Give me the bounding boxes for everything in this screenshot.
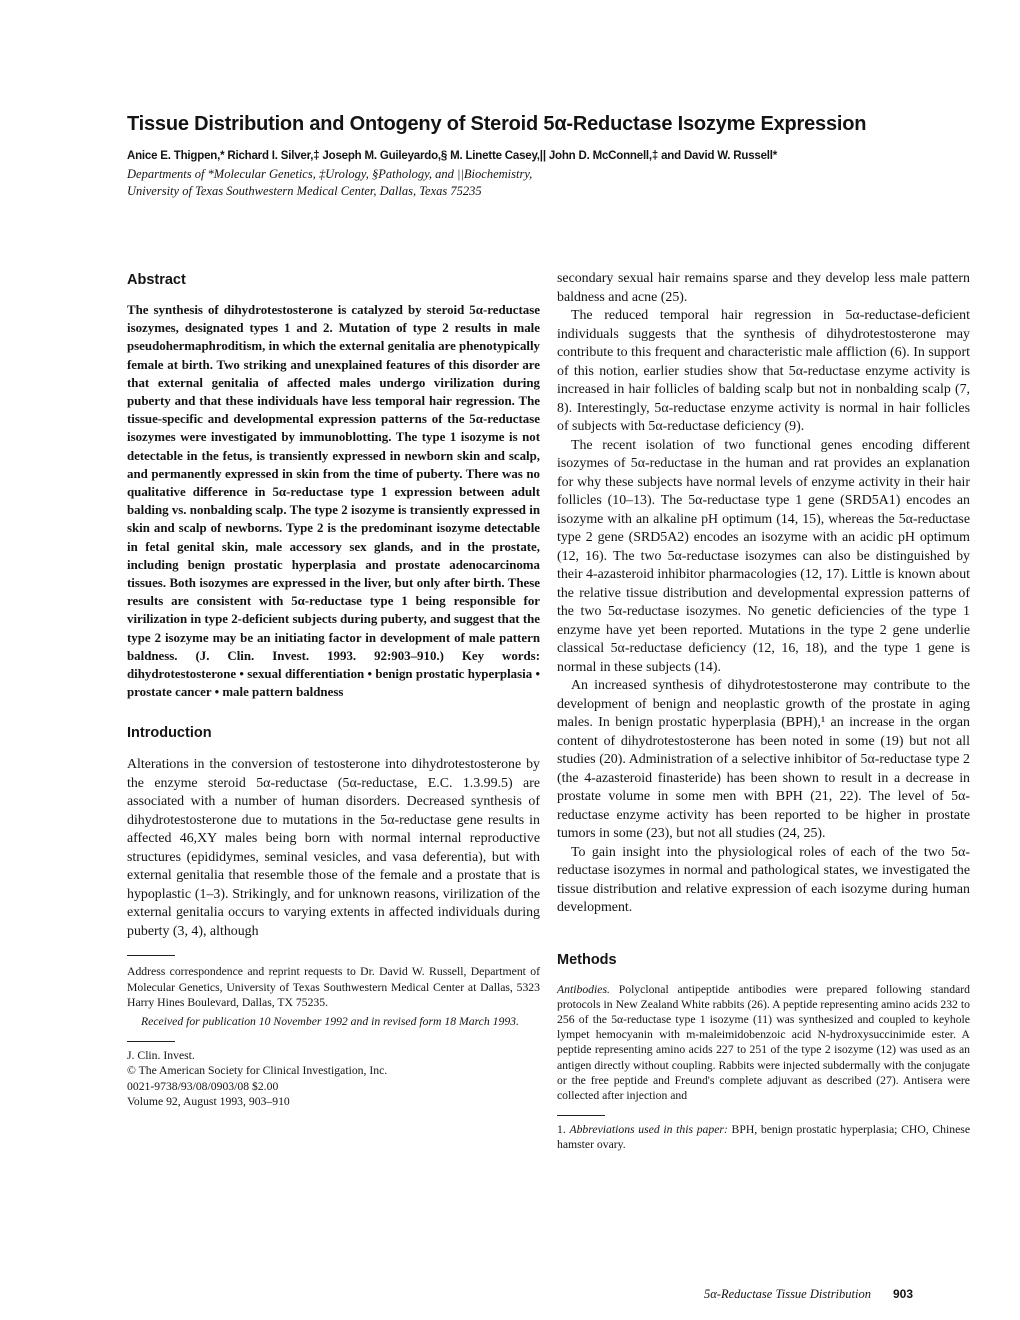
correspondence-address: Address correspondence and reprint requests to Dr. David W. Russell, Department of Molecular Genetics, University of Texas Southwestern Medical Center at Dallas, 5323 Harry Hines Boulevard, Dallas, TX 75235.	[127, 965, 540, 1009]
abbreviations-footnote	[557, 1122, 970, 1152]
author-departments: Departments of *Molecular Genetics, ‡Urology, §Pathology, and ||Biochemistry,	[127, 167, 533, 181]
footnote-text: BPH, benign prostatic hyperplasia; CHO, Chinese hamster ovary.	[557, 1123, 971, 1152]
intro-paragraph-1: secondary sexual hair remains sparse and they develop less male pattern baldness and acne (25).	[557, 271, 970, 305]
methods-antibodies-paragraph	[557, 982, 970, 1104]
issn-line: 0021-9738/93/08/0903/08 $2.00	[127, 1079, 279, 1093]
page-number: 903	[892, 1287, 914, 1301]
footnote-rule	[127, 955, 175, 956]
right-column	[557, 270, 970, 1153]
author-list: Anice E. Thigpen,* Richard I. Silver,‡ Joseph M. Guileyardo,§ M. Linette Casey,|| John D. McConnell,‡ and David W. Russell*	[127, 150, 778, 162]
footnote-lead-in: Abbreviations used in this paper:	[569, 1123, 728, 1137]
intro-paragraph-3: The recent isolation of two functional genes encoding different isozymes of 5α-reductase in the human and rat provides an explanation for why these subjects have normal levels of enzyme activity in their hair follicles (10–13). The 5α-reductase type 1 gene (SRD5A1) encodes an isozyme with an alkaline pH optimum (14, 15), whereas the 5α-reductase type 2 gene (SRD5A2) encodes an isozyme with an acidic pH optimum (12, 16). The two 5α-reductase isozymes can also be distinguished by their 4-azasteroid inhibitor pharmacologies (12, 17). Little is known about the relative tissue distribution and developmental expression patterns of the two 5α-reductase isozymes. No genetic deficiencies of the type 1 enzyme have yet been reported. Mutations in the type 2 gene underlie classical 5α-reductase deficiency (12, 16, 18), and the type 1 gene is normal in these subjects (14).	[557, 437, 970, 675]
methods-lead-in: Antibodies.	[557, 982, 610, 996]
abstract-text: The synthesis of dihydrotestosterone is catalyzed by steroid 5α-reductase isozymes, designated types 1 and 2. Mutation of type 2 results in male pseudohermaphroditism, in which the external genitalia are phenotypically female at birth. Two striking and unexplained features of this disorder are that external genitalia of affected males undergo virilization during puberty and that these individuals have less temporal hair regression. The tissue-specific and developmental expression patterns of the 5α-reductase isozymes were investigated by immunoblotting. The type 1 isozyme is not detectable in the fetus, is transiently expressed in newborn skin and scalp, and permanently expressed in skin from the time of puberty. There was no qualitative difference in 5α-reductase type 1 expression between adult balding vs. nonbalding scalp. The type 2 isozyme is transiently expressed in skin and scalp of newborns. Type 2 is the predominant isozyme detectable in fetal genital skin, male accessory sex glands, and in the prostate, including benign prostatic hyperplasia and prostate adenocarcinoma tissues. Both isozymes are expressed in the liver, but only after birth. These results are consistent with 5α-reductase type 1 being responsible for virilization in type 2-deficient subjects during puberty, and suggest that the type 2 isozyme may be an initiating factor in development of male pattern baldness. (J. Clin. Invest. 1993. 92:903–910.) Key words: dihydrotestosterone • sexual differentiation • benign prostatic hyperplasia • prostate cancer • male pattern baldness	[127, 303, 540, 700]
methods-heading: Methods	[557, 951, 617, 968]
abstract-heading: Abstract	[127, 272, 186, 288]
journal-info-rule	[127, 1041, 175, 1042]
footnote-number: 1.	[557, 1123, 566, 1137]
left-column	[127, 272, 540, 1109]
intro-paragraph-5: To gain insight into the physiological roles of each of the two 5α-reductase isozymes in normal and pathological states, we investigated the tissue distribution and relative expression of each isozyme during human development.	[557, 844, 970, 915]
volume-line: Volume 92, August 1993, 903–910	[127, 1094, 290, 1108]
intro-paragraph-4: An increased synthesis of dihydrotestosterone may contribute to the development of benign and neoplastic growth of the prostate in aging males. In benign prostatic hyperplasia (BPH),¹ an increase in the organ content of dihydrotestosterone has been noted in some (19) but not all studies (20). Administration of a selective inhibitor of 5α-reductase type 2 (the 4-azasteroid finasteride) has been shown to result in a decrease in prostate volume in some men with BPH (21, 22). The level of 5α-reductase enzyme activity has been reported to be higher in prostate tumors in some (23), but not all studies (24, 25).	[557, 678, 970, 841]
intro-paragraph-2: The reduced temporal hair regression in 5α-reductase-deficient individuals suggests that the synthesis of dihydrotestosterone may contribute to this frequent and characteristic male affliction (6). In support of this notion, earlier studies show that 5α-reductase enzyme activity is increased in hair follicles of balding scalp but not in nonbalding scalp (7, 8). Interestingly, 5α-reductase enzyme activity is normal in hair follicles of subjects with 5α-reductase deficiency (9).	[557, 308, 970, 434]
methods-text: Polyclonal antipeptide antibodies were prepared following standard protocols in New Zealand White rabbits (26). A peptide representing amino acids 232 to 256 of the 5α-reductase type 1 isozyme (11) was synthesized and coupled to keyhole lympet hemocyanin with m-maleimidobenzoic acid N-hydroxysuccinimide ester. A peptide representing amino acids 227 to 251 of the type 2 isozyme (12) was used as an antigen directly without coupling. Rabbits were injected subdermally with the conjugate or the free peptide and Freund's complete adjuvant as described (27). Antisera were collected after injection and	[557, 982, 971, 1102]
introduction-heading: Introduction	[127, 725, 212, 742]
running-title: 5α-Reductase Tissue Distribution	[704, 1287, 871, 1301]
copyright-line: © The American Society for Clinical Investigation, Inc.	[127, 1064, 388, 1078]
journal-name: J. Clin. Invest.	[127, 1049, 195, 1063]
introduction-text: Alterations in the conversion of testosterone into dihydrotestosterone by the enzyme steroid 5α-reductase (5α-reductase, E.C. 1.3.99.5) are associated with a number of human disorders. Decreased synthesis of dihydrotestosterone due to mutations in the 5α-reductase gene results in affected 46,XY males being born with normal internal reproductive structures (epididymes, seminal vesicles, and vasa deferentia), but with external genitalia that resemble those of the female and a prostate that is hypoplastic (1–3). Strikingly, and for unknown reasons, virilization of the external genitalia occurs to varying extents in affected individuals during puberty (3, 4), although	[127, 757, 540, 939]
abbreviations-rule	[557, 1115, 605, 1116]
page-footer	[704, 1287, 964, 1302]
article-title: Tissue Distribution and Ontogeny of Steroid 5α-Reductase Isozyme Expression	[127, 113, 867, 135]
author-institution: University of Texas Southwestern Medical Center, Dallas, Texas 75235	[127, 184, 482, 198]
received-dates: Received for publication 10 November 1992 and in revised form 18 March 1993.	[141, 1015, 519, 1029]
